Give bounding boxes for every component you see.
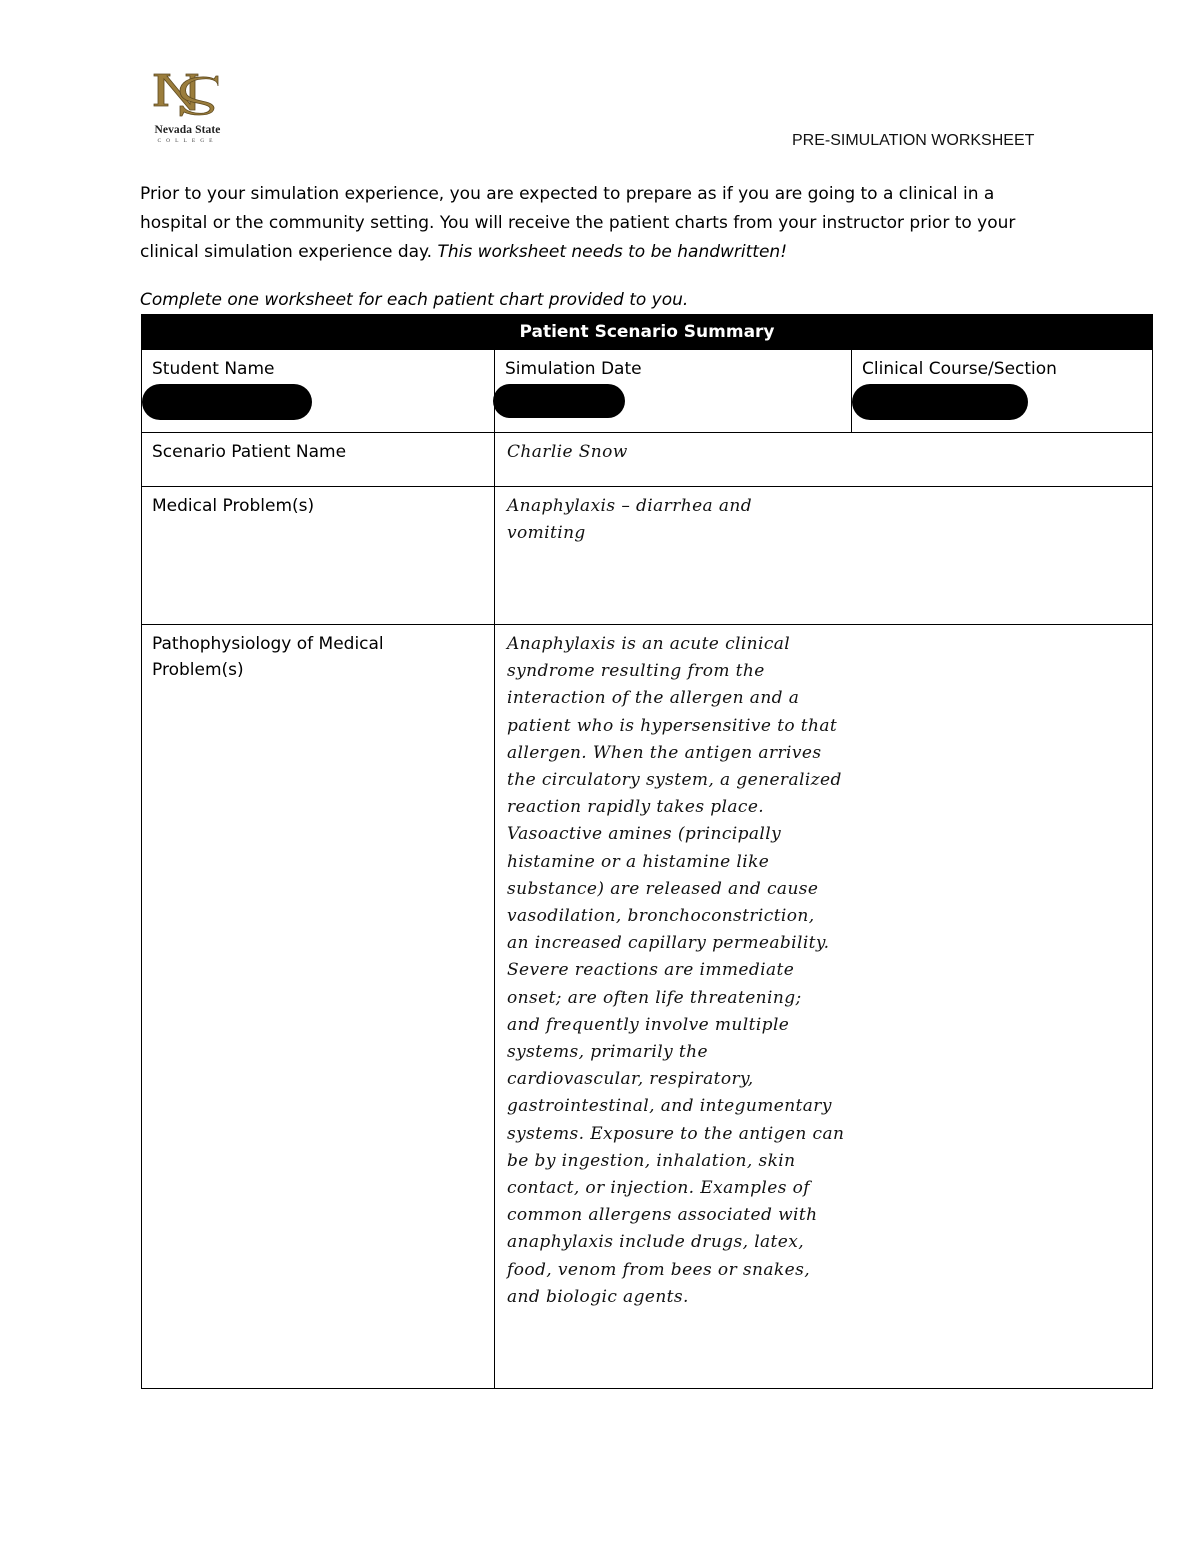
intro-text: Prior to your simulation experience, you are expected to prepare as if you are going to a clinical in a hospital or the community setting. You will receive the patient charts from your instructor prior to your clinical simulation experience day. (140, 184, 1016, 262)
table-title: Patient Scenario Summary (142, 315, 1153, 350)
patient-summary-table (141, 314, 1153, 1389)
redaction-mark (142, 384, 312, 420)
medical-problems-value-cell (495, 487, 1153, 625)
instruction-text: Complete one worksheet for each patient chart provided to you. (140, 290, 689, 310)
intro-paragraph (140, 180, 1060, 267)
student-name-label: Student Name (152, 359, 275, 379)
ns-monogram-icon (140, 70, 235, 124)
patient-name-value: Charlie Snow (507, 442, 628, 462)
college-logo (140, 70, 235, 150)
medical-problems-value: Anaphylaxis – diarrhea and vomiting (507, 496, 753, 544)
pathophysiology-value: Anaphylaxis is an acute clinical syndrome resulting from the interaction of the allergen and a patient who is hypersensitive to that allergen. When the antigen arrives the circulatory system, a generalized reaction rapidly takes place. Vasoactive amines (principally histamine or a histamine like substance) are released and cause vasodilation, bronchoconstriction, an increased capillary permeability. Severe reactions are immediate onset; are often life threatening; and frequently involve multiple systems, primarily the cardiovascular, respiratory, gastrointestinal, and integumentary systems. Exposure to the antigen can be by ingestion, inhalation, skin contact, or injection. Examples of common allergens associated with anaphylaxis include drugs, latex, food, venom from bees or snakes, and biologic agents. (507, 634, 845, 1307)
simulation-date-label: Simulation Date (505, 359, 642, 379)
pathophysiology-label-cell (142, 625, 495, 1389)
intro-emphasis: This worksheet needs to be handwritten! (437, 242, 788, 262)
worksheet-title: PRE-SIMULATION WORKSHEET (792, 132, 1035, 149)
logo-name: Nevada State (154, 124, 221, 136)
pathophysiology-value-cell (495, 625, 1153, 1389)
medical-problems-label: Medical Problem(s) (152, 496, 315, 516)
patient-name-label-cell (142, 433, 495, 487)
pathophysiology-label: Pathophysiology of Medical Problem(s) (152, 634, 384, 680)
logo-subname: COLLEGE (157, 138, 218, 144)
redaction-mark (852, 384, 1028, 420)
patient-name-label: Scenario Patient Name (152, 442, 347, 462)
medical-problems-label-cell (142, 487, 495, 625)
simulation-date-cell (495, 350, 852, 433)
course-section-label: Clinical Course/Section (862, 359, 1057, 379)
patient-name-value-cell (495, 433, 1153, 487)
redaction-mark (493, 384, 625, 418)
course-section-cell (852, 350, 1153, 433)
student-name-cell (142, 350, 495, 433)
